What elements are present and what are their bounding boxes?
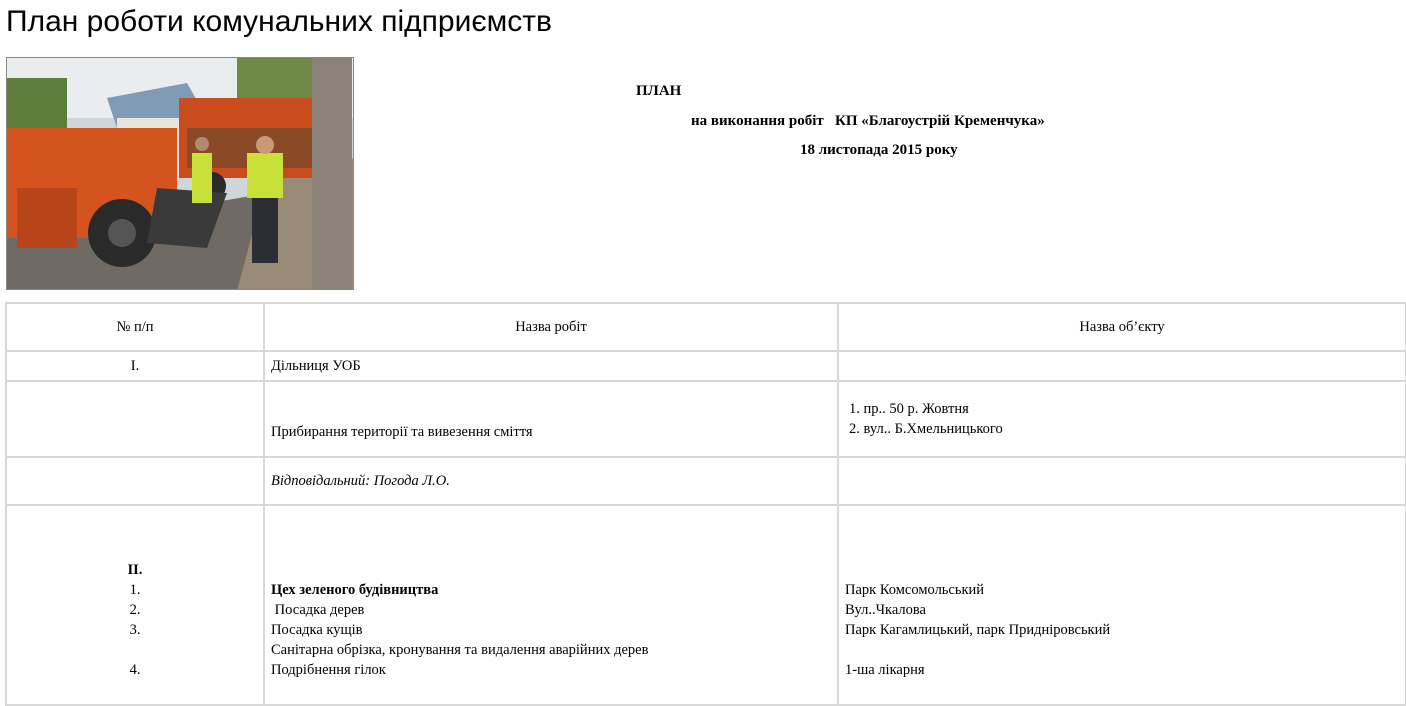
table-row bbox=[6, 505, 1406, 705]
section1-responsible-number bbox=[6, 457, 264, 505]
section1-work: Прибирання території та вивезення сміття bbox=[264, 381, 838, 457]
section1-title: Дільниця УОБ bbox=[264, 351, 838, 381]
list-item: 2. вул.. Б.Хмельницького bbox=[849, 421, 1003, 437]
section2-numbers bbox=[6, 505, 264, 705]
list-item: Вул..Чкалова bbox=[845, 602, 926, 618]
section2-number: ІІ. bbox=[127, 562, 143, 578]
section1-title-object bbox=[838, 351, 1406, 381]
list-item: Посадка дерев bbox=[271, 602, 365, 618]
list-item bbox=[845, 640, 1399, 660]
plan-title: ПЛАН bbox=[636, 83, 682, 99]
work-photo bbox=[6, 57, 354, 290]
section2-title: Цех зеленого будівництва bbox=[271, 582, 439, 598]
list-item: 1. bbox=[129, 582, 141, 598]
table-header-row bbox=[6, 303, 1406, 351]
list-item: Посадка кущів bbox=[271, 622, 363, 638]
list-item: 3. bbox=[129, 622, 141, 638]
section2-works bbox=[264, 505, 838, 705]
header-number: № п/п bbox=[6, 303, 264, 351]
section2-objects bbox=[838, 505, 1406, 705]
list-item bbox=[13, 640, 257, 660]
header-work-name: Назва робіт bbox=[264, 303, 838, 351]
list-item: Парк Кагамлицький, парк Придніровський bbox=[845, 622, 1111, 638]
section1-objects bbox=[838, 381, 1406, 457]
plan-subtitle: на виконання робіт КП «Благоустрій Кременчука» bbox=[691, 113, 1045, 129]
header-object-name: Назва об’єкту bbox=[838, 303, 1406, 351]
section1-work-number bbox=[6, 381, 264, 457]
list-item: 2. bbox=[129, 602, 141, 618]
section1-responsible-object bbox=[838, 457, 1406, 505]
section1-number: І. bbox=[6, 351, 264, 381]
section1-responsible: Відповідальний: Погода Л.О. bbox=[264, 457, 838, 505]
table-row bbox=[6, 351, 1406, 381]
list-item: 1-ша лікарня bbox=[845, 662, 925, 678]
list-item: Парк Комсомольський bbox=[845, 582, 985, 598]
table-row bbox=[6, 381, 1406, 457]
works-table bbox=[5, 302, 1406, 706]
list-item: Подрібнення гілок bbox=[271, 662, 386, 678]
list-item: Санітарна обрізка, кронування та видалення аварійних дерев bbox=[271, 642, 649, 658]
plan-date: 18 листопада 2015 року bbox=[800, 142, 958, 158]
list-item: 1. пр.. 50 р. Жовтня bbox=[849, 401, 969, 417]
table-row bbox=[6, 457, 1406, 505]
work-photo-illustration bbox=[7, 58, 354, 290]
list-item: 4. bbox=[129, 662, 141, 678]
page-title: План роботи комунальних підприємств bbox=[6, 5, 552, 38]
